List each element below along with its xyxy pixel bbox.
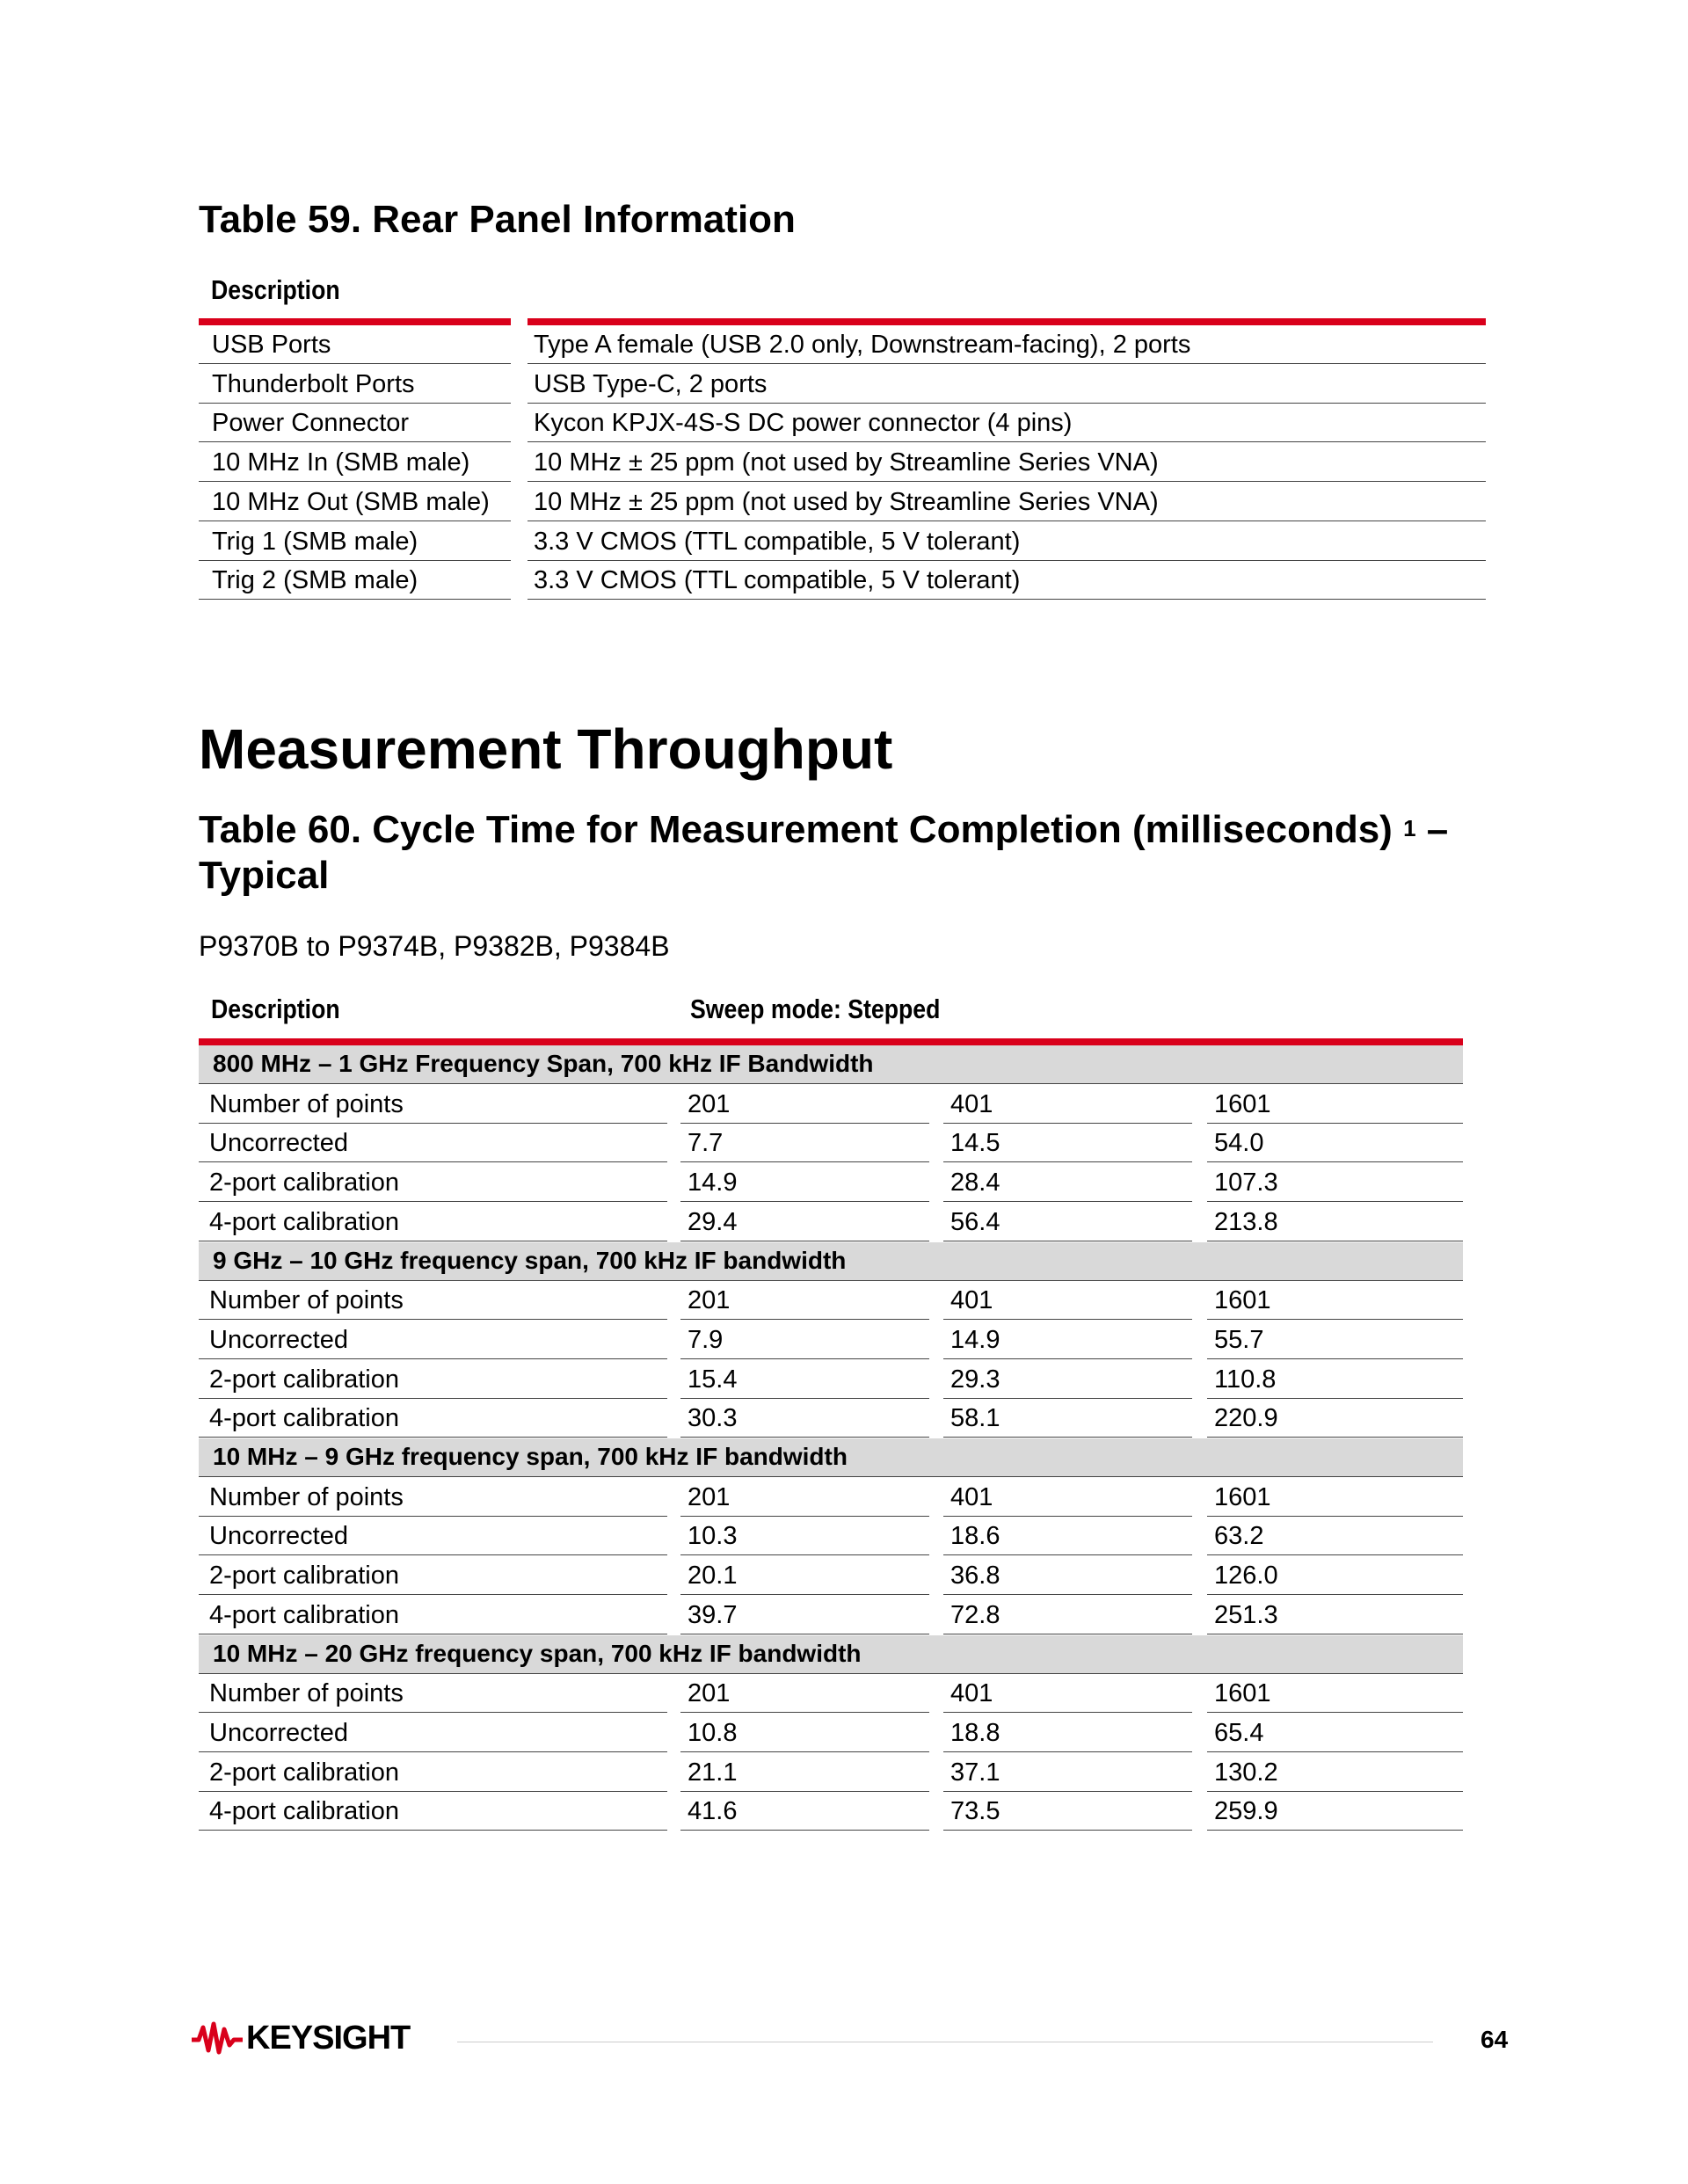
row-label: 2-port calibration xyxy=(199,1163,667,1202)
row-label: Number of points xyxy=(199,1281,667,1320)
cycle-time-value: 63.2 xyxy=(1207,1517,1463,1555)
row-label: 4-port calibration xyxy=(199,1596,667,1634)
rear-panel-value: 3.3 V CMOS (TTL compatible, 5 V tolerant) xyxy=(528,561,1486,600)
row-label: 4-port calibration xyxy=(199,1399,667,1438)
row-label: 4-port calibration xyxy=(199,1792,667,1831)
cycle-time-value: 29.3 xyxy=(943,1360,1192,1399)
rear-panel-label: Trig 2 (SMB male) xyxy=(199,561,511,600)
cycle-time-value: 401 xyxy=(943,1085,1192,1124)
cycle-time-value: 21.1 xyxy=(680,1753,929,1792)
cycle-time-value: 401 xyxy=(943,1478,1192,1517)
keysight-logo-text: KEYSIGHT xyxy=(246,2019,411,2057)
table-60-title-text: Table 60. Cycle Time for Measurement Completion (milliseconds) xyxy=(199,808,1393,851)
table-60-title xyxy=(199,807,1517,899)
cycle-time-value: 201 xyxy=(680,1281,929,1320)
table-59-title: Table 59. Rear Panel Information xyxy=(199,198,796,241)
cycle-time-value: 1601 xyxy=(1207,1478,1463,1517)
cycle-time-value: 36.8 xyxy=(943,1556,1192,1595)
cycle-time-value: 401 xyxy=(943,1674,1192,1713)
row-label: 2-port calibration xyxy=(199,1556,667,1595)
cycle-time-value: 401 xyxy=(943,1281,1192,1320)
table-59-header-rule-right xyxy=(528,318,1486,325)
row-label: Uncorrected xyxy=(199,1321,667,1359)
cycle-time-value: 126.0 xyxy=(1207,1556,1463,1595)
cycle-time-value: 110.8 xyxy=(1207,1360,1463,1399)
keysight-logo xyxy=(192,2019,410,2057)
cycle-time-value: 29.4 xyxy=(680,1203,929,1241)
cycle-time-value: 220.9 xyxy=(1207,1399,1463,1438)
row-label: 4-port calibration xyxy=(199,1203,667,1241)
rear-panel-value: 10 MHz ± 25 ppm (not used by Streamline Series VNA) xyxy=(528,483,1486,521)
section-title: Measurement Throughput xyxy=(199,717,893,781)
rear-panel-value: 3.3 V CMOS (TTL compatible, 5 V tolerant) xyxy=(528,522,1486,561)
table-59-header-description: Description xyxy=(211,274,340,305)
rear-panel-label: Power Connector xyxy=(199,404,511,442)
table-60-title-tail: – Typical xyxy=(199,808,1449,897)
cycle-time-value: 201 xyxy=(680,1674,929,1713)
cycle-time-value: 58.1 xyxy=(943,1399,1192,1438)
cycle-time-value: 14.5 xyxy=(943,1124,1192,1162)
cycle-time-value: 7.9 xyxy=(680,1321,929,1359)
cycle-time-value: 201 xyxy=(680,1085,929,1124)
row-label: Number of points xyxy=(199,1674,667,1713)
row-label: Uncorrected xyxy=(199,1124,667,1162)
cycle-time-value: 65.4 xyxy=(1207,1714,1463,1752)
rear-panel-value: Type A female (USB 2.0 only, Downstream-facing), 2 ports xyxy=(528,325,1486,364)
rear-panel-value: Kycon KPJX-4S-S DC power connector (4 pins) xyxy=(528,404,1486,442)
cycle-time-value: 1601 xyxy=(1207,1085,1463,1124)
span-group-header: 10 MHz – 9 GHz frequency span, 700 kHz IF bandwidth xyxy=(199,1438,1463,1477)
table-60-header-description: Description xyxy=(211,994,340,1024)
span-group-header: 9 GHz – 10 GHz frequency span, 700 kHz IF bandwidth xyxy=(199,1242,1463,1281)
cycle-time-value: 55.7 xyxy=(1207,1321,1463,1359)
cycle-time-value: 130.2 xyxy=(1207,1753,1463,1792)
span-group-header: 10 MHz – 20 GHz frequency span, 700 kHz IF bandwidth xyxy=(199,1635,1463,1674)
span-group-header: 800 MHz – 1 GHz Frequency Span, 700 kHz IF Bandwidth xyxy=(199,1045,1463,1084)
rear-panel-label: 10 MHz In (SMB male) xyxy=(199,443,511,482)
cycle-time-value: 56.4 xyxy=(943,1203,1192,1241)
rear-panel-value: 10 MHz ± 25 ppm (not used by Streamline Series VNA) xyxy=(528,443,1486,482)
cycle-time-value: 18.8 xyxy=(943,1714,1192,1752)
model-list: P9370B to P9374B, P9382B, P9384B xyxy=(199,930,670,962)
cycle-time-value: 20.1 xyxy=(680,1556,929,1595)
row-label: Number of points xyxy=(199,1085,667,1124)
cycle-time-value: 30.3 xyxy=(680,1399,929,1438)
cycle-time-value: 1601 xyxy=(1207,1281,1463,1320)
row-label: Uncorrected xyxy=(199,1517,667,1555)
cycle-time-value: 28.4 xyxy=(943,1163,1192,1202)
cycle-time-value: 54.0 xyxy=(1207,1124,1463,1162)
cycle-time-value: 107.3 xyxy=(1207,1163,1463,1202)
rear-panel-label: USB Ports xyxy=(199,325,511,364)
row-label: Uncorrected xyxy=(199,1714,667,1752)
cycle-time-value: 14.9 xyxy=(680,1163,929,1202)
cycle-time-value: 14.9 xyxy=(943,1321,1192,1359)
cycle-time-value: 37.1 xyxy=(943,1753,1192,1792)
table-60-header-rule xyxy=(199,1038,1463,1045)
cycle-time-value: 15.4 xyxy=(680,1360,929,1399)
table-59-header-rule-left xyxy=(199,318,511,325)
row-label: Number of points xyxy=(199,1478,667,1517)
cycle-time-value: 1601 xyxy=(1207,1674,1463,1713)
rear-panel-label: Trig 1 (SMB male) xyxy=(199,522,511,561)
cycle-time-value: 39.7 xyxy=(680,1596,929,1634)
cycle-time-value: 251.3 xyxy=(1207,1596,1463,1634)
cycle-time-value: 10.8 xyxy=(680,1714,929,1752)
keysight-wave-icon xyxy=(192,2020,243,2056)
row-label: 2-port calibration xyxy=(199,1360,667,1399)
cycle-time-value: 73.5 xyxy=(943,1792,1192,1831)
row-label: 2-port calibration xyxy=(199,1753,667,1792)
rear-panel-label: Thunderbolt Ports xyxy=(199,365,511,404)
cycle-time-value: 7.7 xyxy=(680,1124,929,1162)
table-60-header-sweep-mode: Sweep mode: Stepped xyxy=(690,994,941,1024)
cycle-time-value: 259.9 xyxy=(1207,1792,1463,1831)
rear-panel-label: 10 MHz Out (SMB male) xyxy=(199,483,511,521)
table-60-footnote-ref: 1 xyxy=(1403,815,1416,841)
cycle-time-value: 41.6 xyxy=(680,1792,929,1831)
rear-panel-value: USB Type-C, 2 ports xyxy=(528,365,1486,404)
cycle-time-value: 10.3 xyxy=(680,1517,929,1555)
page-number: 64 xyxy=(1481,2026,1509,2053)
cycle-time-value: 72.8 xyxy=(943,1596,1192,1634)
cycle-time-value: 201 xyxy=(680,1478,929,1517)
cycle-time-value: 18.6 xyxy=(943,1517,1192,1555)
cycle-time-value: 213.8 xyxy=(1207,1203,1463,1241)
